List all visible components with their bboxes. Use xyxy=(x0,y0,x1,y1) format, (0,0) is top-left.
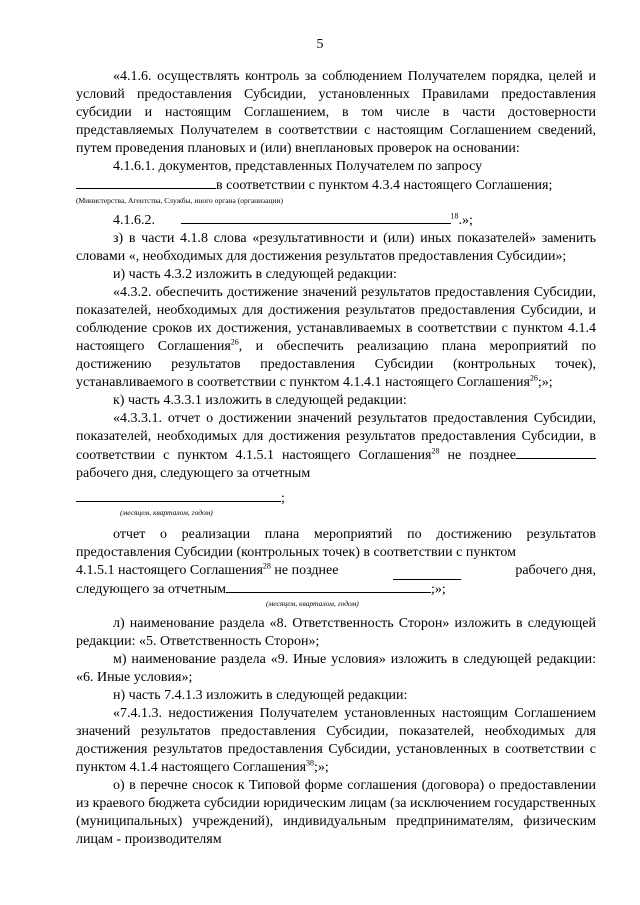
paragraph-k: к) часть 4.3.3.1 изложить в следующей редакции: xyxy=(113,393,407,408)
paragraph-4-3-3-1 xyxy=(76,410,596,483)
text: 4.1.5.1 настоящего Соглашения xyxy=(76,563,263,578)
text: «4.3.2. обеспечить достижение значений результатов предоставления Субсидии, показателей, необходимых для достижения результатов предоставления Субсидии, и соблюдение сроков их достижения, устанавливаемых в соответствии с пунктом 4.1.4 настоящего Соглашения xyxy=(76,285,596,354)
text-group xyxy=(76,562,338,580)
blank-line xyxy=(76,489,281,502)
blank-line xyxy=(181,211,451,224)
paragraph-plan-report-end xyxy=(76,580,596,599)
text: ; xyxy=(281,491,285,506)
document-body xyxy=(76,68,596,849)
paragraph-n: н) часть 7.4.1.3 изложить в следующей редакции: xyxy=(113,688,408,703)
footnote-ref: 28 xyxy=(431,446,440,456)
text: рабочего дня, xyxy=(515,563,596,578)
blank-line xyxy=(76,176,216,189)
footnote-ref: 26 xyxy=(529,373,538,383)
paragraph-i: и) часть 4.3.2 изложить в следующей редакции: xyxy=(113,267,397,282)
text: 4.1.6.2. xyxy=(113,213,155,228)
blank-line xyxy=(393,567,461,580)
paragraph-4-3-2 xyxy=(76,284,596,392)
paragraph-plan-report xyxy=(76,526,596,562)
text: 4.1.6.1. документов, представленных Получателем по запросу xyxy=(113,159,483,174)
text: не позднее xyxy=(270,563,339,578)
text: не позднее xyxy=(439,448,516,463)
paragraph-4-1-6-2 xyxy=(76,211,596,230)
footnote-ref: 26 xyxy=(230,337,239,347)
text: «4.3.3.1. отчет о достижении значений результатов предоставления Субсидии, показателей, необходимых для достижения результатов предоставления Субсидии, в соответствии с пунктом 4.1.5.1 настоящего Соглашения xyxy=(76,411,596,463)
text: ;»; xyxy=(314,760,329,775)
paragraph-4-1-6: «4.1.6. осуществлять контроль за соблюдением Получателем порядка, целей и условий предоставления Субсидии, установленных Правилами предоставления субсидии и настоящим Соглашением, в том числе в части достоверности представляемых Получателем в соответствии с настоящим Соглашением сведений, путем проведения плановых и (или) внеплановых проверок на основании: xyxy=(76,69,596,156)
text: рабочего дня, следующего за отчетным xyxy=(76,466,311,481)
text: следующего за отчетным xyxy=(76,582,227,597)
text: в соответствии с пунктом 4.3.4 настоящего Соглашения; xyxy=(216,178,553,193)
paragraph-plan-report-line xyxy=(76,562,596,580)
paragraph-o: о) в перечне сносок к Типовой форме соглашения (договора) о предоставлении из краевого бюджета субсидии юридическим лицам (за исключением государственных (муниципальных) учреждений), индивидуальным предпринимателям, физическим лицам - производителям xyxy=(76,778,596,847)
page-number: 5 xyxy=(316,37,324,52)
blank-line xyxy=(226,580,431,593)
footnote-ref: 38 xyxy=(306,758,315,768)
text: отчет о реализации плана мероприятий по достижению результатов предоставления Субсидии (контрольных точек) в соответствии с пунктом xyxy=(76,527,596,560)
paragraph-l: л) наименование раздела «8. Ответственность Сторон» изложить в следующей редакции: «5. Ответственность Сторон»; xyxy=(76,616,596,649)
paragraph-7-4-1-3 xyxy=(76,705,596,777)
text: .»; xyxy=(458,213,473,228)
text: ;»; xyxy=(537,375,553,390)
period-note-2: (месяцем, кварталом, годом) xyxy=(266,599,359,608)
text: ;»; xyxy=(431,582,446,597)
footnote-ref: 18 xyxy=(450,211,459,221)
text: , и обеспечить реализацию плана мероприятий по достижению результатов предоставления Субсидии (контрольных точек), устанавливаемого в соответствии с пунктом 4.1.4.1 настоящего Соглашения xyxy=(76,339,596,390)
period-note-1: (месяцем, кварталом, годом) xyxy=(120,508,213,517)
paragraph-4-1-6-1 xyxy=(76,158,596,195)
blank-line xyxy=(516,446,596,459)
text: «7.4.1.3. недостижения Получателем установленных настоящим Соглашением значений результатов предоставления Субсидии, показателей, необходимых для достижения результатов предоставления Субсидии, установленных в соответствии с пунктом 4.1.4 настоящего Соглашения xyxy=(76,706,596,775)
period-line-1 xyxy=(76,489,596,508)
paragraph-m: м) наименование раздела «9. Иные условия» изложить в следующей редакции: «6. Иные условия»; xyxy=(76,652,596,685)
paragraph-z: з) в части 4.1.8 слова «результативности и (или) иных показателей» заменить словами «, необходимых для достижения результатов предоставления Субсидии»; xyxy=(76,231,596,264)
footnote-ref: 28 xyxy=(262,561,271,571)
footnote-organ: (Министерства, Агентства, Службы, иного органа (организации) xyxy=(76,196,284,205)
